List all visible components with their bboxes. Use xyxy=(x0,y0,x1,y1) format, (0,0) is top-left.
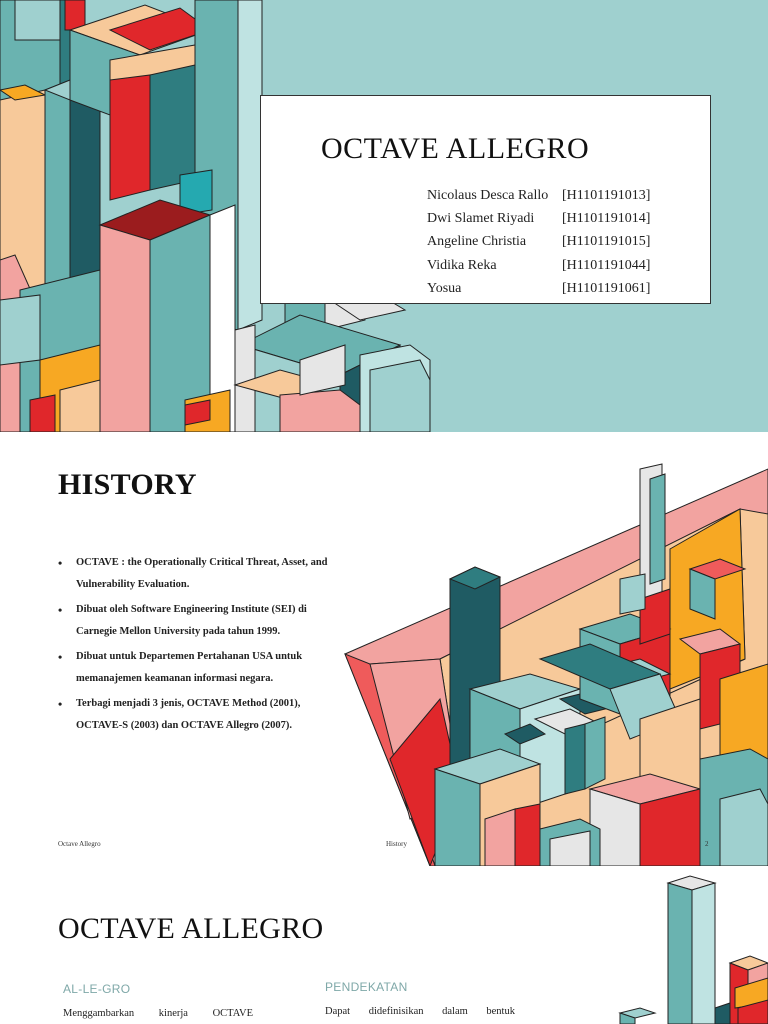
member-id: [H1101191044] xyxy=(562,258,651,273)
member-row xyxy=(427,281,650,297)
history-slide xyxy=(0,434,768,866)
col1-word: OCTAVE xyxy=(212,1008,253,1019)
member-name: Vidika Reka xyxy=(427,258,497,273)
presentation-title: OCTAVE ALLEGRO xyxy=(321,132,590,165)
member-id: [H1101191061] xyxy=(562,281,651,296)
col1-heading: AL-LE-GRO xyxy=(63,982,131,996)
col1-word: Menggambarkan xyxy=(63,1008,135,1019)
member-id: [H1101191015] xyxy=(562,234,651,249)
bullet-item: • OCTAVE : the Operationally Critical Threat, Asset, and Vulnerability Evaluation. xyxy=(58,552,333,596)
history-bullet-list xyxy=(58,552,333,740)
member-name: Yosua xyxy=(427,281,462,296)
footer-title: Octave Allegro xyxy=(58,840,101,848)
allegro-title: OCTAVE ALLEGRO xyxy=(58,912,324,945)
col1-word: kinerja xyxy=(158,1008,188,1019)
member-row xyxy=(427,234,650,250)
col2-word: didefinisikan xyxy=(368,1006,424,1017)
col2-word: Dapat xyxy=(325,1006,351,1017)
title-box xyxy=(260,95,711,304)
col2-word: bentuk xyxy=(486,1006,515,1017)
footer-section: History xyxy=(386,840,407,848)
tower-illustration xyxy=(600,868,768,1024)
col2-word: dalam xyxy=(442,1006,468,1017)
member-row xyxy=(427,211,650,227)
title-slide xyxy=(0,0,768,432)
member-row xyxy=(427,188,650,204)
allegro-slide xyxy=(0,868,768,1024)
member-name: Nicolaus Desca Rallo xyxy=(427,188,549,203)
member-name: Dwi Slamet Riyadi xyxy=(427,211,535,226)
bullet-item: • Dibuat oleh Software Engineering Institute (SEI) di Carnegie Mellon University pada tahun 1999. xyxy=(58,599,333,643)
member-id: [H1101191013] xyxy=(562,188,651,203)
bullet-item: • Terbagi menjadi 3 jenis, OCTAVE Method (2001), OCTAVE-S (2003) dan OCTAVE Allegro (2007). xyxy=(58,693,333,737)
member-id: [H1101191014] xyxy=(562,211,651,226)
page-number: 2 xyxy=(705,840,709,848)
bullet-item: • Dibuat untuk Departemen Pertahanan USA untuk memanajemen keamanan informasi negara. xyxy=(58,646,333,690)
member-name: Angeline Christia xyxy=(427,234,527,249)
city-box-illustration xyxy=(340,459,768,866)
col1-text xyxy=(63,1008,253,1019)
history-title: HISTORY xyxy=(58,468,197,501)
member-row xyxy=(427,258,650,274)
col2-text xyxy=(325,1006,515,1017)
col2-heading: PENDEKATAN xyxy=(325,980,408,994)
